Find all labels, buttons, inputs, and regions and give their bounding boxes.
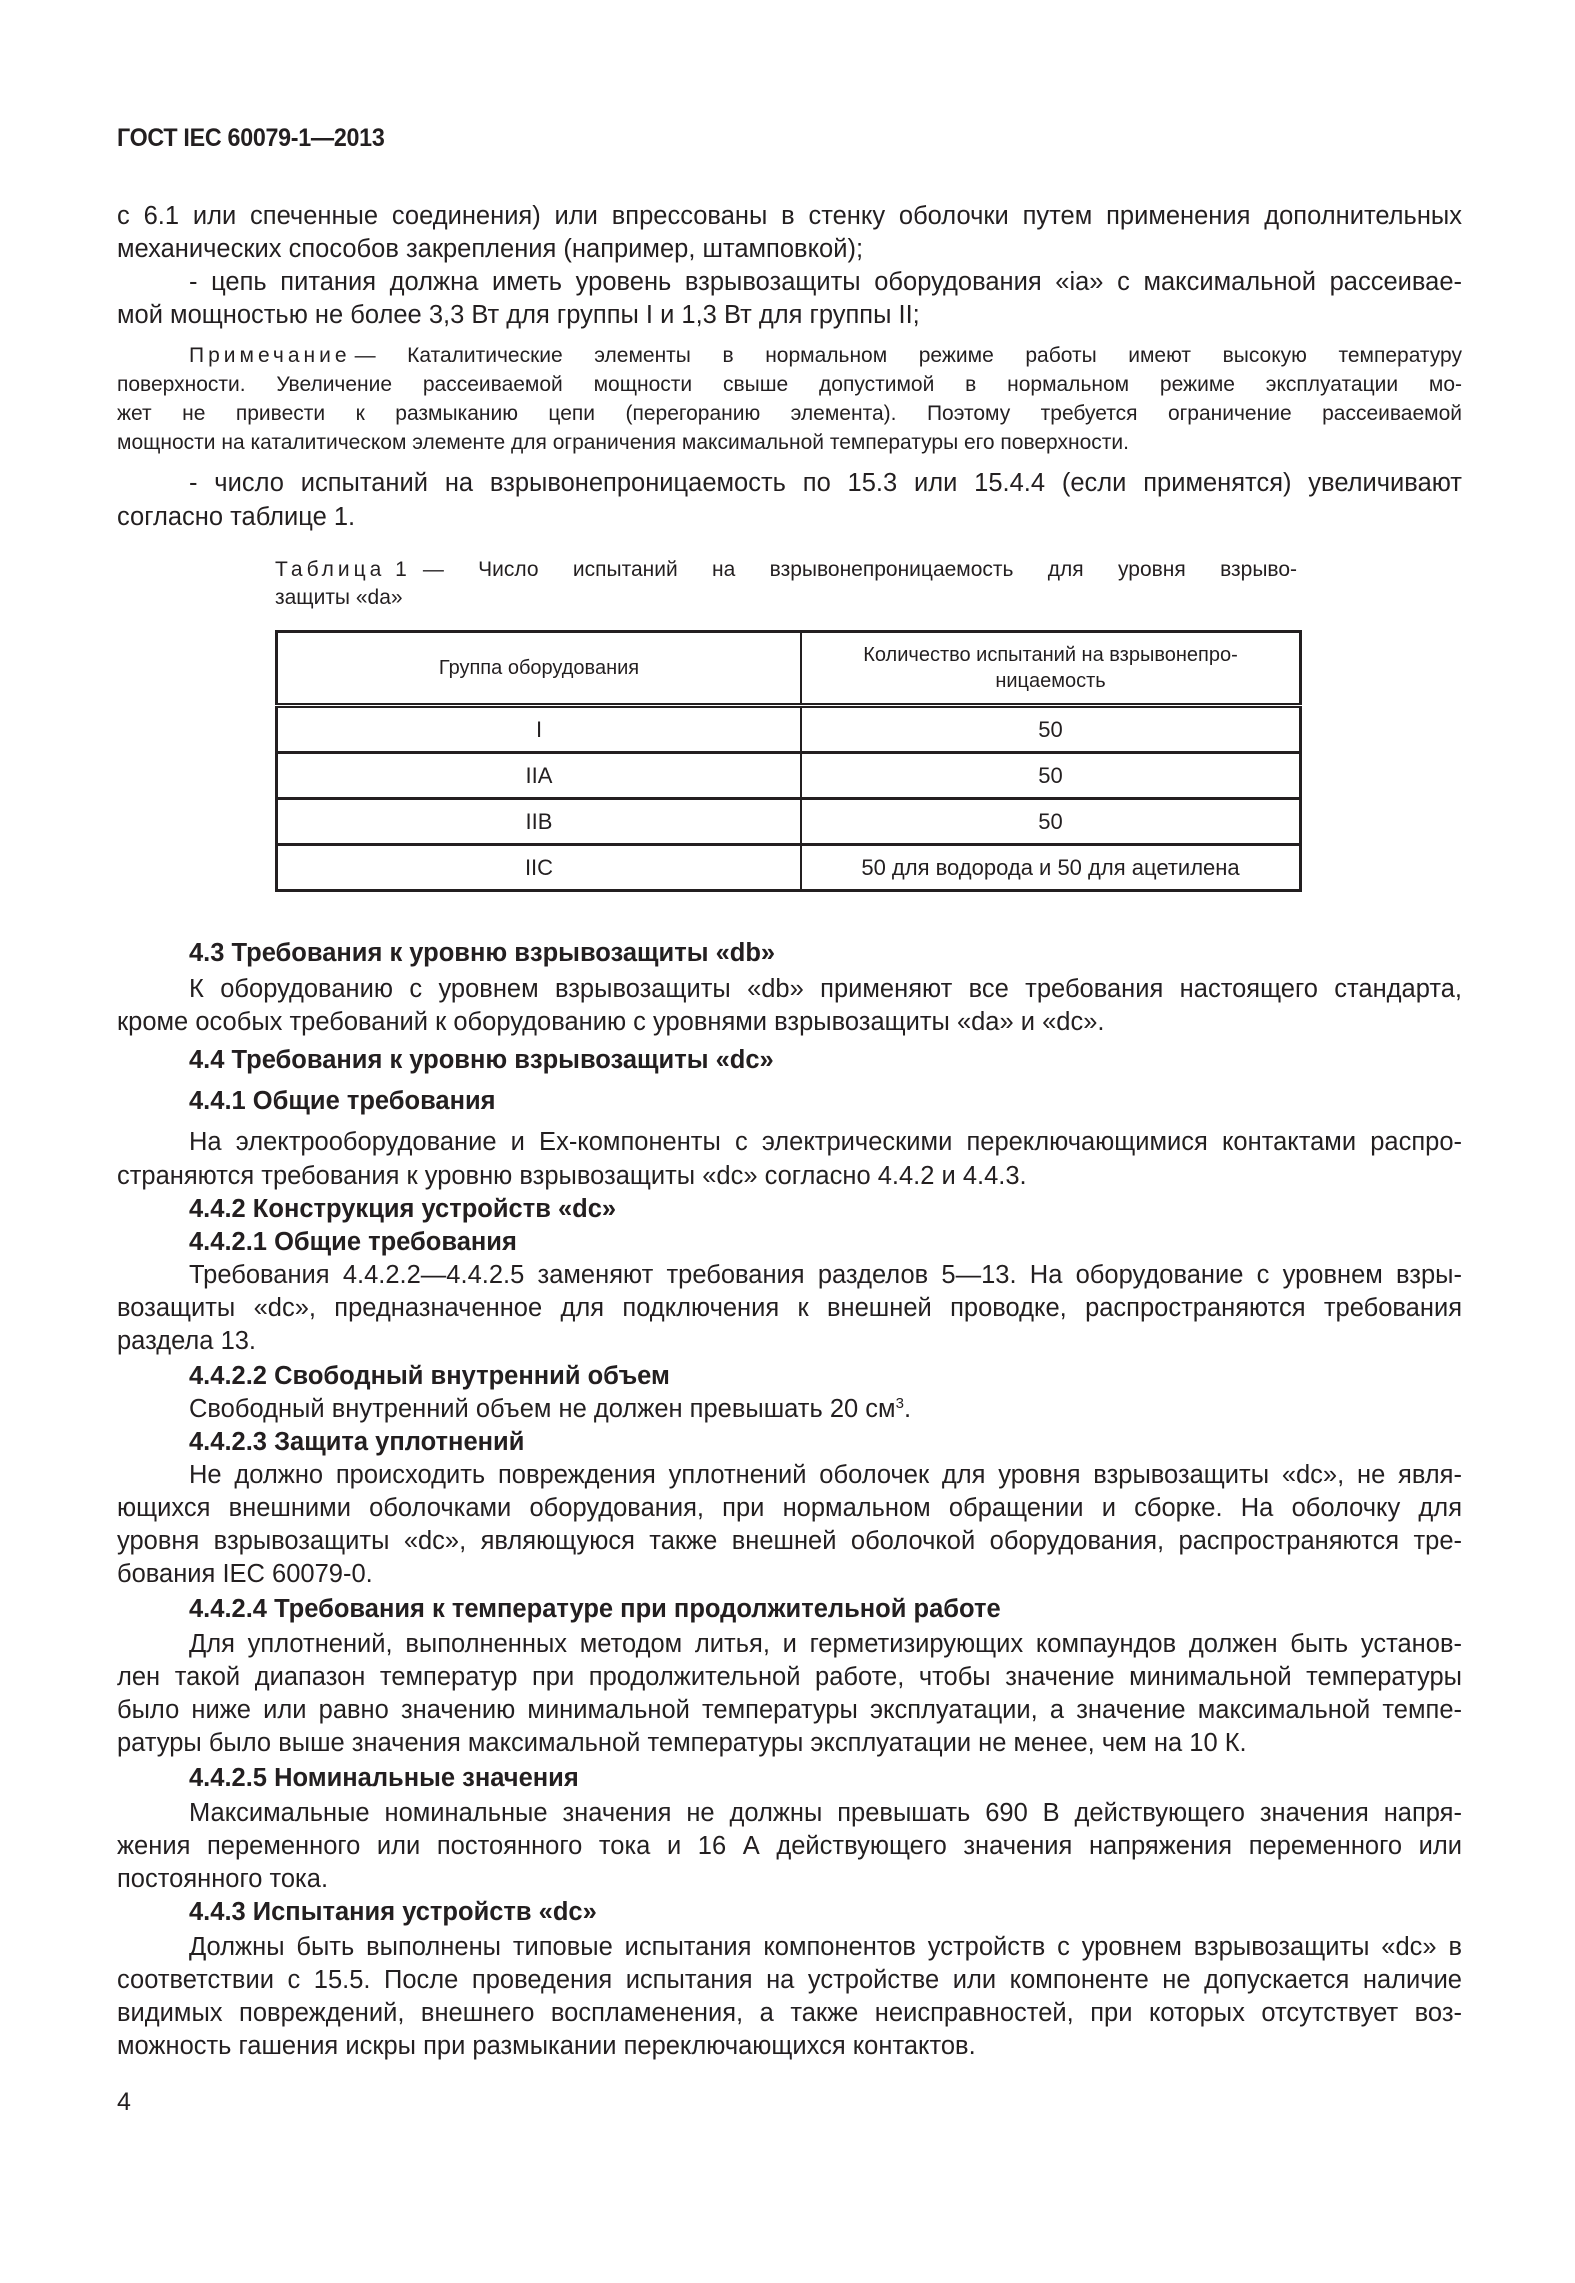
body-line: - число испытаний на взрывонепроницаемость по 15.3 или 15.4.4 (если применятся) увеличивают <box>189 469 1462 497</box>
body-line: было ниже или равно значению минимальной температуры эксплуатации, а значение максимальной темпе- <box>117 1696 1462 1724</box>
section-title-4-4-2-4: 4.4.2.4 Требования к температуре при продолжительной работе <box>189 1595 1001 1623</box>
section-title-4-4-2-2: 4.4.2.2 Свободный внутренний объем <box>189 1362 670 1390</box>
table-caption-line: защиты «da» <box>275 586 403 609</box>
note-line: жет не привести к размыканию цепи (перегоранию элемента). Поэтому требуется ограничение рассеиваемой <box>117 402 1462 425</box>
section-title-4-4-3: 4.4.3 Испытания устройств «dc» <box>189 1898 597 1926</box>
body-line: механических способов закрепления (например, штамповкой); <box>117 235 864 263</box>
body-line: - цепь питания должна иметь уровень взрывозащиты оборудования «ia» с максимальной рассеивае- <box>189 268 1462 296</box>
section-title-4-4-1: 4.4.1 Общие требования <box>189 1087 496 1115</box>
cell-group: IIA <box>277 753 802 799</box>
cell-count: 50 <box>801 753 1301 799</box>
table-row <box>277 753 1301 799</box>
column-header-group: Группа оборудования <box>277 632 802 706</box>
section-title-4-4: 4.4 Требования к уровню взрывозащиты «dc» <box>189 1046 774 1074</box>
section-title-4-4-2-5: 4.4.2.5 Номинальные значения <box>189 1764 579 1792</box>
cell-group: IIB <box>277 799 802 845</box>
body-line: мой мощностью не более 3,3 Вт для группы I и 1,3 Вт для группы II; <box>117 301 920 329</box>
body-line: Свободный внутренний объем не должен превышать 20 $см^3$. <box>189 1395 912 1423</box>
note-line: поверхности. Увеличение рассеиваемой мощности свыше допустимой в нормальном режиме эксплуатации мо- <box>117 373 1462 396</box>
body-line: На электрооборудование и Ex-компоненты с электрическими переключающимися контактами распро- <box>189 1128 1462 1156</box>
body-line: согласно таблице 1. <box>117 503 356 531</box>
body-line: Для уплотнений, выполненных методом литья, и герметизирующих компаундов должен быть установ- <box>189 1630 1462 1658</box>
body-line: Не должно происходить повреждения уплотнений оболочек для уровня взрывозащиты «dc», не явля- <box>189 1461 1462 1489</box>
body-line: Должны быть выполнены типовые испытания компонентов устройств с уровнем взрывозащиты «dc» в <box>189 1933 1462 1961</box>
table-row <box>277 799 1301 845</box>
body-line: возащиты «dc», предназначенное для подключения к внешней проводке, распространяются требования <box>117 1294 1462 1322</box>
body-line: К оборудованию с уровнем взрывозащиты «db» применяют все требования настоящего стандарта, <box>189 975 1462 1003</box>
table-row <box>277 706 1301 753</box>
section-title-4-4-2: 4.4.2 Конструкция устройств «dc» <box>189 1195 617 1223</box>
note-line: Примечание — Каталитические элементы в нормальном режиме работы имеют высокую температуру <box>189 342 1462 370</box>
body-line: страняются требования к уровню взрывозащиты «dc» согласно 4.4.2 и 4.4.3. <box>117 1162 1027 1190</box>
body-line: раздела 13. <box>117 1327 257 1355</box>
section-title-4-3: 4.3 Требования к уровню взрывозащиты «db» <box>189 939 776 967</box>
body-line: ратуры было выше значения максимальной температуры эксплуатации не менее, чем на 10 К. <box>117 1729 1247 1757</box>
note-line: мощности на каталитическом элементе для ограничения максимальной температуры его поверхности. <box>117 431 1129 454</box>
table-row <box>277 845 1301 891</box>
body-line: постоянного тока. <box>117 1865 329 1893</box>
cell-count: 50 для водорода и 50 для ацетилена <box>861 854 1240 880</box>
note-label: Примечание <box>189 344 351 367</box>
body-line: лен такой диапазон температур при продолжительной работе, чтобы значение минимальной температуры <box>117 1663 1462 1691</box>
table-header-row <box>277 632 1301 706</box>
section-title-4-4-2-3: 4.4.2.3 Защита уплотнений <box>189 1428 525 1456</box>
table-caption-label: Таблица 1 <box>275 558 411 581</box>
cell-count: 50 <box>801 799 1301 845</box>
body-line: Максимальные номинальные значения не должны превышать 690 В действующего значения напря- <box>189 1799 1462 1827</box>
document-header: ГОСТ IEC 60079-1—2013 <box>117 124 385 152</box>
body-line: соответствии с 15.5. После проведения испытания на устройстве или компоненте не допускается наличие <box>117 1966 1462 1994</box>
body-line: видимых повреждений, внешнего воспламенения, а также неисправностей, при которых отсутствует воз- <box>117 1999 1462 2027</box>
cell-group: IIC <box>277 845 802 891</box>
body-line: бования IEC 60079-0. <box>117 1560 373 1588</box>
body-line: ющихся внешними оболочками оборудования, при нормальном обращении и сборке. На оболочку для <box>117 1494 1462 1522</box>
page-number: 4 <box>117 2088 131 2116</box>
body-line: Требования 4.4.2.2—4.4.2.5 заменяют требования разделов 5—13. На оборудование с уровнем взры- <box>189 1261 1462 1289</box>
body-line: можность гашения искры при размыкании переключающихся контактов. <box>117 2032 976 2060</box>
body-line: жения переменного или постоянного тока и 16 А действующего значения напряжения переменного или <box>117 1832 1462 1860</box>
body-line: кроме особых требований к оборудованию с уровнями взрывозащиты «da» и «dc». <box>117 1008 1105 1036</box>
table-caption: Таблица 1 — Число испытаний на взрывонепроницаемость для уровня взрыво- <box>275 558 1297 581</box>
column-header-count: Количество испытаний на взрывонепро- ницаемость <box>801 632 1301 706</box>
body-line: уровня взрывозащиты «dc», являющуюся также внешней оболочкой оборудования, распространяются тре- <box>117 1527 1462 1555</box>
cell-group: I <box>277 706 802 753</box>
cell-count: 50 <box>801 706 1301 753</box>
section-title-4-4-2-1: 4.4.2.1 Общие требования <box>189 1228 517 1256</box>
table-1 <box>275 630 1302 892</box>
body-line: с 6.1 или спеченные соединения) или впрессованы в стенку оболочки путем применения дополнительных <box>117 202 1462 230</box>
